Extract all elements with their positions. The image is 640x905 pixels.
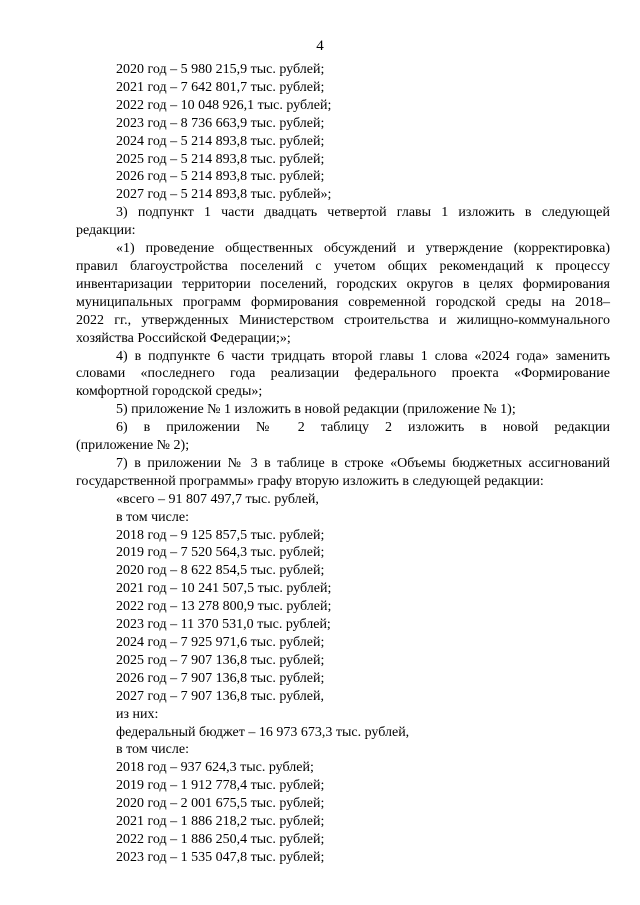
list-item: 2023 год – 11 370 531,0 тыс. рублей; <box>116 617 331 633</box>
list-item: 2026 год – 7 907 136,8 тыс. рублей; <box>116 670 325 686</box>
paragraph-line: 2022 гг., утвержденных Министерством строительства и жилищно-коммунального <box>76 312 610 328</box>
of-them-line: из них: <box>116 706 159 722</box>
paragraph-line: правил благоустройства поселений с учетом общих рекомендаций к процессу <box>76 258 610 274</box>
paragraph-line: муниципальных программ формирования современной городской среды на 2018– <box>76 294 610 310</box>
list-item: 2021 год – 1 886 218,2 тыс. рублей; <box>116 814 325 830</box>
paragraph-line: 4) в подпункте 6 части тридцать второй главы 1 слова «2024 года» заменить <box>116 348 610 364</box>
list-item: 2026 год – 5 214 893,8 тыс. рублей; <box>116 169 325 185</box>
list-item: 2027 год – 5 214 893,8 тыс. рублей»; <box>116 187 332 203</box>
list-item: 2025 год – 5 214 893,8 тыс. рублей; <box>116 151 325 167</box>
list-item: 2021 год – 7 642 801,7 тыс. рублей; <box>116 79 325 95</box>
including-line: в том числе: <box>116 742 189 758</box>
list-item: 2022 год – 10 048 926,1 тыс. рублей; <box>116 97 332 113</box>
document-body <box>76 61 610 867</box>
paragraph-line: хозяйства Российской Федерации;»; <box>76 330 291 346</box>
paragraph-line: 3) подпункт 1 части двадцать четвертой главы 1 изложить в следующей <box>116 205 610 221</box>
paragraph-line: словами «последнего года реализации федерального проекта «Формирование <box>76 366 610 382</box>
paragraph-line: 5) приложение № 1 изложить в новой редакции (приложение № 1); <box>116 402 516 418</box>
paragraph-line: «1) проведение общественных обсуждений и утверждение (корректировка) <box>116 241 610 257</box>
paragraph-line: редакции: <box>76 223 136 239</box>
paragraph-line: 6) в приложении № 2 таблицу 2 изложить в новой редакции <box>116 420 610 436</box>
list-item: 2027 год – 7 907 136,8 тыс. рублей, <box>116 688 324 704</box>
list-item: 2020 год – 8 622 854,5 тыс. рублей; <box>116 563 325 579</box>
list-item: 2020 год – 5 980 215,9 тыс. рублей; <box>116 62 325 77</box>
list-item: 2019 год – 1 912 778,4 тыс. рублей; <box>116 778 325 794</box>
paragraph-line: комфортной городской среды»; <box>76 384 263 400</box>
list-item: 2019 год – 7 520 564,3 тыс. рублей; <box>116 545 325 561</box>
including-line: в том числе: <box>116 509 189 525</box>
list-item: 2024 год – 7 925 971,6 тыс. рублей; <box>116 635 325 650</box>
list-item: 2021 год – 10 241 507,5 тыс. рублей; <box>116 581 332 597</box>
federal-budget-line: федеральный бюджет – 16 973 673,3 тыс. рублей, <box>116 724 410 740</box>
list-item: 2023 год – 1 535 047,8 тыс. рублей; <box>116 849 325 865</box>
list-item: 2023 год – 8 736 663,9 тыс. рублей; <box>116 115 325 131</box>
paragraph-line: 7) в приложении № 3 в таблице в строке «Объемы бюджетных ассигнований <box>116 455 610 471</box>
list-item: 2020 год – 2 001 675,5 тыс. рублей; <box>116 796 325 812</box>
paragraph-line: (приложение № 2); <box>76 438 190 454</box>
paragraph-line: государственной программы» графу вторую изложить в следующей редакции: <box>76 473 544 489</box>
list-item: 2022 год – 1 886 250,4 тыс. рублей; <box>116 831 325 847</box>
list-item: 2025 год – 7 907 136,8 тыс. рублей; <box>116 652 325 668</box>
paragraph-line: инвентаризации территории поселений, городских округов в целях формирования <box>76 276 610 292</box>
list-item: 2018 год – 937 624,3 тыс. рублей; <box>116 760 314 776</box>
list-item: 2018 год – 9 125 857,5 тыс. рублей; <box>116 527 325 543</box>
total-line: «всего – 91 807 497,7 тыс. рублей, <box>116 491 319 507</box>
list-item: 2022 год – 13 278 800,9 тыс. рублей; <box>116 599 332 615</box>
list-item: 2024 год – 5 214 893,8 тыс. рублей; <box>116 133 325 149</box>
page-number: 4 <box>316 38 324 54</box>
